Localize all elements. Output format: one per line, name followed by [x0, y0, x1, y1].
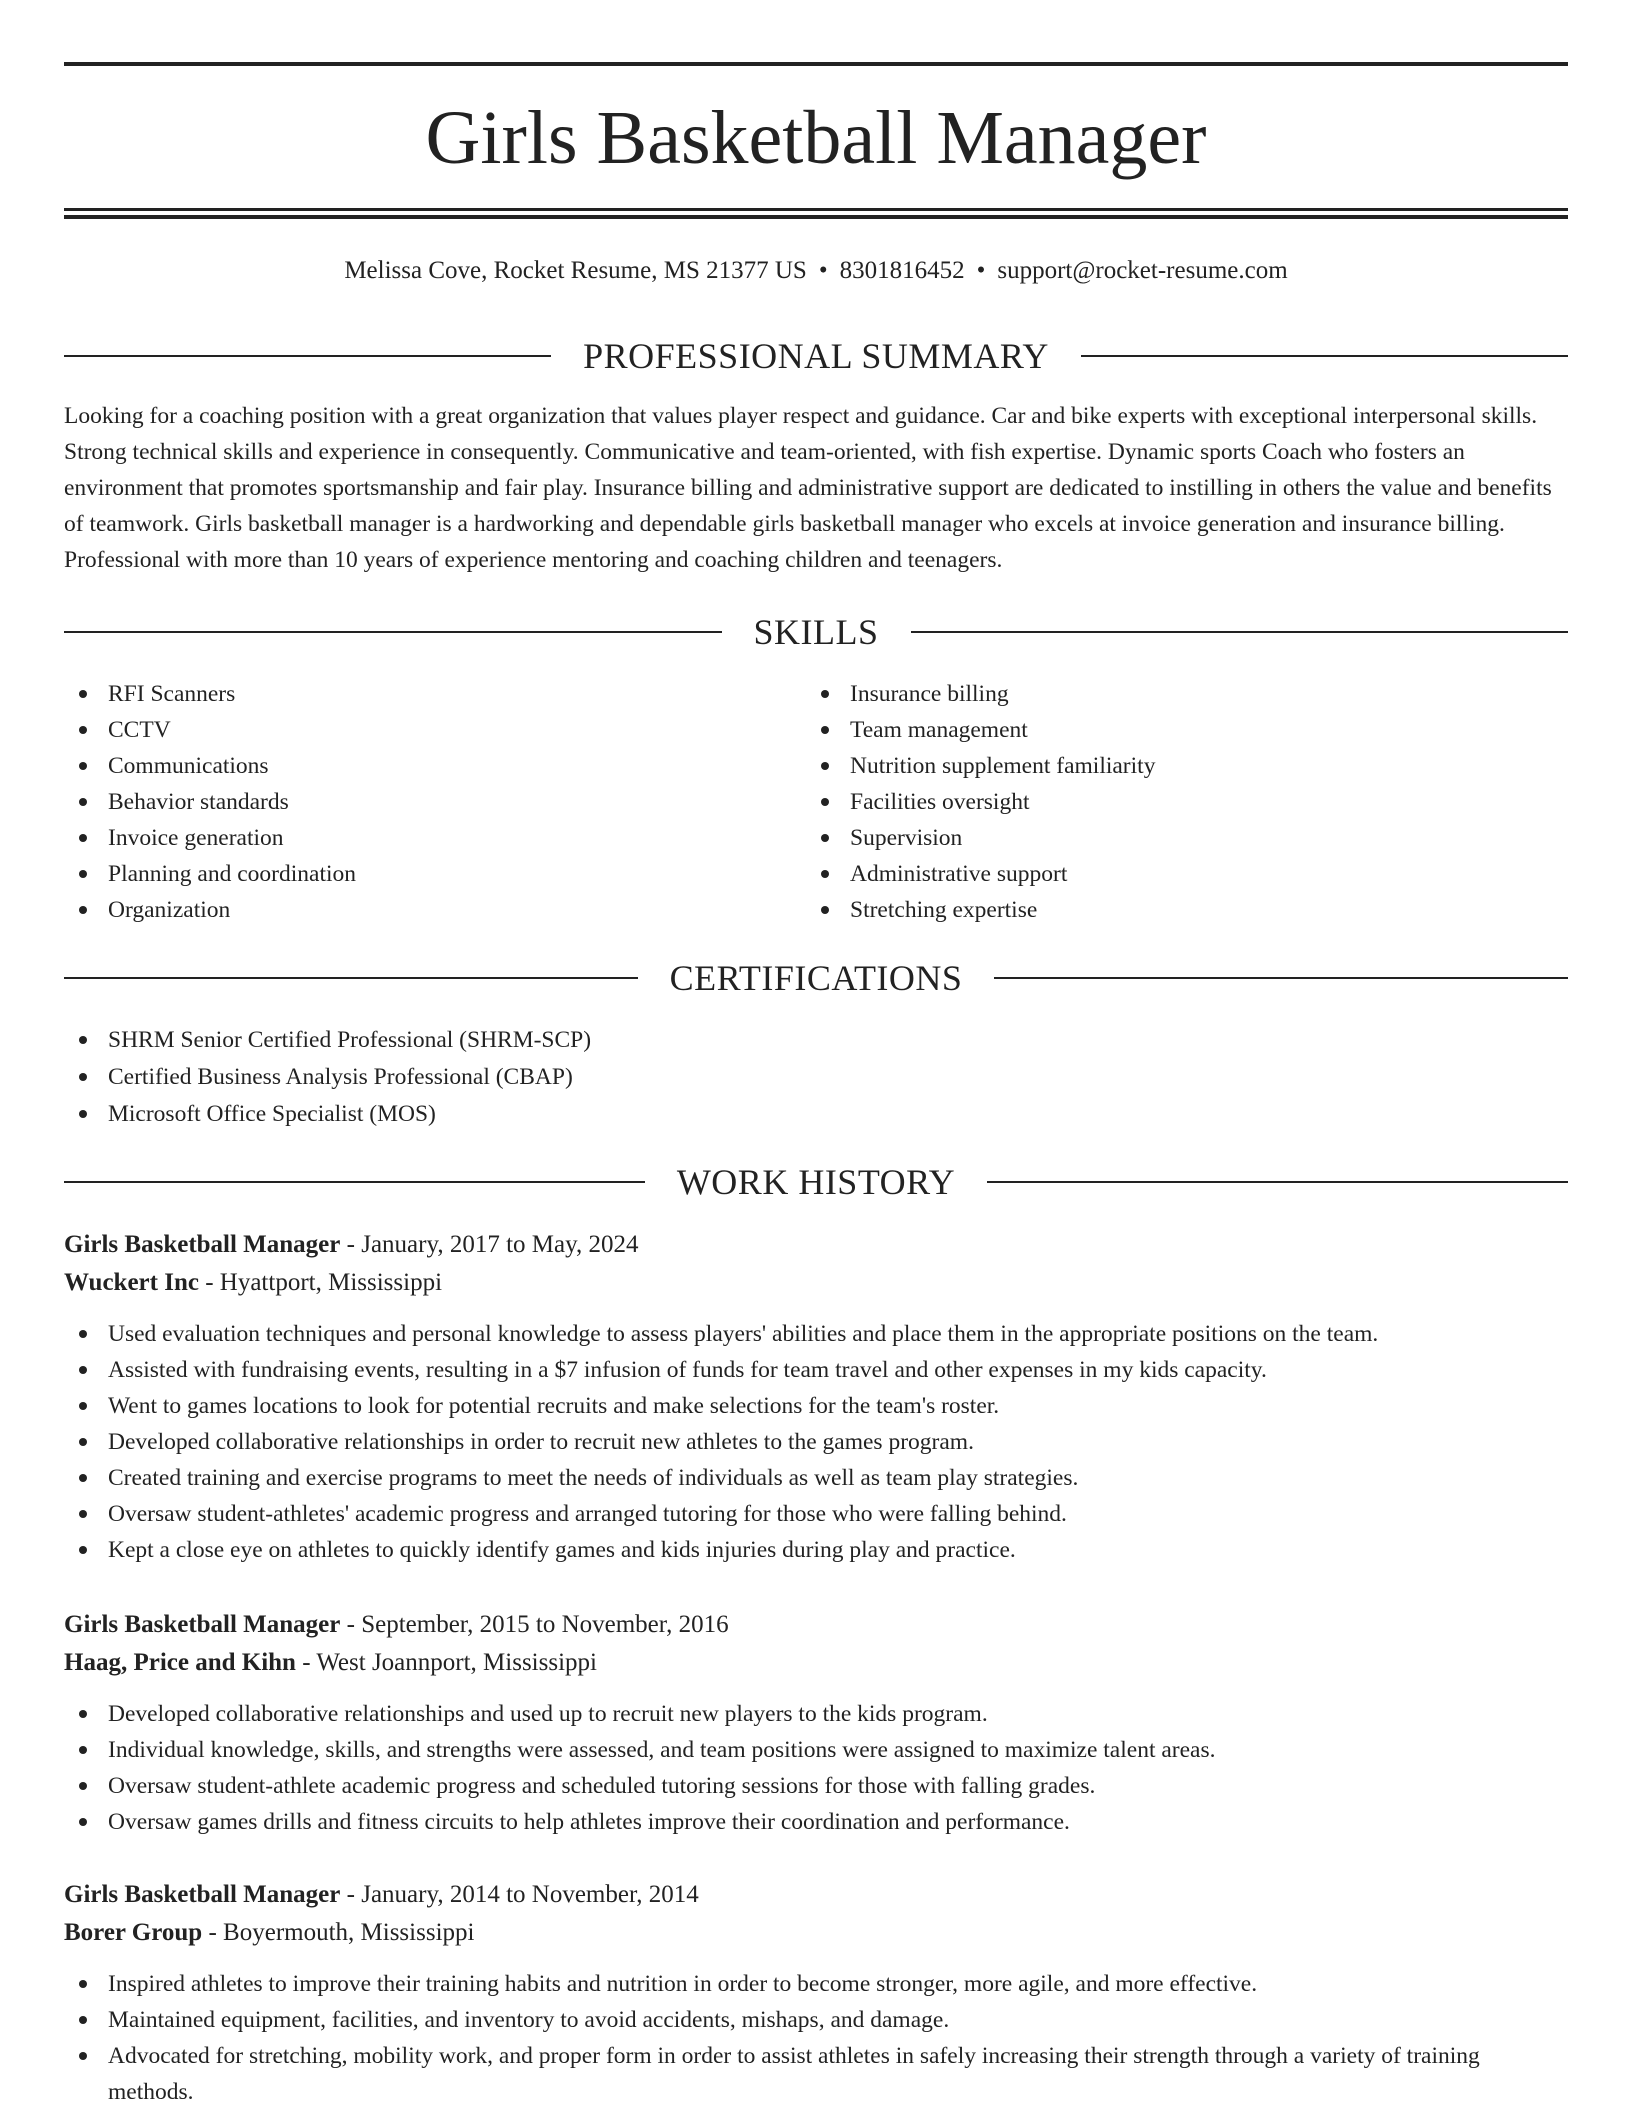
- job-bullets: [64, 1696, 1568, 1840]
- job-bullets: [64, 1966, 1568, 2110]
- job-bullet: Assisted with fundraising events, resulting in a $7 infusion of funds for team travel and other expenses in my kids capacity.: [64, 1352, 1568, 1388]
- contact-phone: 8301816452: [839, 257, 965, 284]
- job-location: - Hyattport, Mississippi: [198, 1269, 443, 1296]
- section-heading-certifications: [64, 956, 1568, 1000]
- skills-list-right: [806, 676, 1566, 928]
- job-location: - West Joannport, Mississippi: [295, 1649, 597, 1676]
- section-title-certifications: CERTIFICATIONS: [669, 958, 963, 998]
- job-title: Girls Basketball Manager: [64, 1881, 341, 1908]
- job-bullet: Oversaw student-athlete academic progress and scheduled tutoring sessions for those with falling grades.: [64, 1768, 1568, 1804]
- job-bullet: Inspired athletes to improve their training habits and nutrition in order to become stronger, more agile, and more effective.: [64, 1966, 1568, 2002]
- skill-item: Communications: [64, 748, 764, 784]
- resume-title: Girls Basketball Manager: [425, 96, 1207, 180]
- heading-rule: [64, 1181, 645, 1183]
- job-bullet: Developed collaborative relationships and used up to recruit new players to the kids program.: [64, 1696, 1568, 1732]
- section-heading-summary: [64, 334, 1568, 378]
- heading-rule: [64, 977, 638, 979]
- skill-item: Planning and coordination: [64, 856, 764, 892]
- job-dates: - January, 2017 to May, 2024: [340, 1231, 639, 1258]
- skill-item: Insurance billing: [806, 676, 1566, 712]
- job-company-line: [64, 1644, 1568, 1682]
- job-bullet: Created training and exercise programs to meet the needs of individuals as well as team play strategies.: [64, 1460, 1568, 1496]
- job-entry: [64, 1606, 1568, 1840]
- contact-separator: •: [976, 257, 986, 284]
- heading-rule: [64, 355, 551, 357]
- job-company: Haag, Price and Kihn: [64, 1649, 296, 1676]
- section-title-skills: SKILLS: [753, 612, 879, 652]
- job-title: Girls Basketball Manager: [64, 1611, 341, 1638]
- skill-item: Organization: [64, 892, 764, 928]
- skill-item: Supervision: [806, 820, 1566, 856]
- skill-item: Facilities oversight: [806, 784, 1566, 820]
- certification-item: Certified Business Analysis Professional (CBAP): [64, 1059, 1568, 1096]
- job-entry: [64, 1226, 1568, 1568]
- skill-item: Invoice generation: [64, 820, 764, 856]
- job-bullet: Developed collaborative relationships in order to recruit new athletes to the games program.: [64, 1424, 1568, 1460]
- job-bullet: Used evaluation techniques and personal knowledge to assess players' abilities and place them in the appropriate positions on the team.: [64, 1316, 1568, 1352]
- heading-rule: [994, 977, 1568, 979]
- section-heading-skills: [64, 610, 1568, 654]
- skill-item: CCTV: [64, 712, 764, 748]
- heading-rule: [987, 1181, 1568, 1183]
- job-bullet: Oversaw student-athletes' academic progress and arranged tutoring for those who were falling behind.: [64, 1496, 1568, 1532]
- heading-rule: [1081, 355, 1568, 357]
- skills-list-left: [64, 676, 764, 928]
- summary-text: Looking for a coaching position with a great organization that values player respect and guidance. Car and bike experts with exceptional interpersonal skills. Strong technical skills and experience in consequently. Communicative and team-oriented, with fish expertise. Dynamic sports Coach who fosters an environment that promotes sportsmanship and fair play. Insurance billing and administrative support are dedicated to instilling in others the value and benefits of teamwork. Girls basketball manager is a hardworking and dependable girls basketball manager who excels at invoice generation and insurance billing. Professional with more than 10 years of experience mentoring and coaching children and teenagers.: [64, 403, 1552, 573]
- job-bullet: Individual knowledge, skills, and strengths were assessed, and team positions were assigned to maximize talent areas.: [64, 1732, 1568, 1768]
- skill-item: Behavior standards: [64, 784, 764, 820]
- job-bullet: Kept a close eye on athletes to quickly identify games and kids injuries during play and practice.: [64, 1532, 1568, 1568]
- heading-rule: [911, 631, 1569, 633]
- job-company-line: [64, 1264, 1568, 1302]
- job-bullets: [64, 1316, 1568, 1568]
- contact-line: [64, 254, 1568, 288]
- job-entry: [64, 1876, 1568, 2110]
- job-dates: - January, 2014 to November, 2014: [340, 1881, 699, 1908]
- skill-item: Nutrition supplement familiarity: [806, 748, 1566, 784]
- job-company: Borer Group: [64, 1919, 203, 1946]
- contact-separator: •: [818, 257, 828, 284]
- contact-email: support@rocket-resume.com: [997, 257, 1288, 284]
- skill-item: Administrative support: [806, 856, 1566, 892]
- certifications-list: [64, 1022, 1568, 1133]
- job-dates: - September, 2015 to November, 2016: [340, 1611, 729, 1638]
- job-title-line: [64, 1226, 1568, 1264]
- section-title-work: WORK HISTORY: [676, 1162, 956, 1202]
- skill-item: Stretching expertise: [806, 892, 1566, 928]
- heading-rule: [64, 631, 722, 633]
- skill-item: Team management: [806, 712, 1566, 748]
- job-bullet: Advocated for stretching, mobility work, and proper form in order to assist athletes in safely increasing their strength through a variety of training methods.: [64, 2038, 1568, 2110]
- job-company-line: [64, 1914, 1568, 1952]
- job-bullet: Maintained equipment, facilities, and inventory to avoid accidents, mishaps, and damage.: [64, 2002, 1568, 2038]
- section-heading-work: [64, 1160, 1568, 1204]
- job-title: Girls Basketball Manager: [64, 1231, 341, 1258]
- certification-item: Microsoft Office Specialist (MOS): [64, 1096, 1568, 1133]
- job-title-line: [64, 1876, 1568, 1914]
- job-bullet: Went to games locations to look for potential recruits and make selections for the team's roster.: [64, 1388, 1568, 1424]
- job-title-line: [64, 1606, 1568, 1644]
- job-location: - Boyermouth, Mississippi: [202, 1919, 475, 1946]
- section-title-summary: PROFESSIONAL SUMMARY: [583, 336, 1049, 376]
- skill-item: RFI Scanners: [64, 676, 764, 712]
- certification-item: SHRM Senior Certified Professional (SHRM-SCP): [64, 1022, 1568, 1059]
- job-company: Wuckert Inc: [64, 1269, 199, 1296]
- contact-address: Melissa Cove, Rocket Resume, MS 21377 US: [344, 257, 807, 284]
- job-bullet: Oversaw games drills and fitness circuits to help athletes improve their coordination and performance.: [64, 1804, 1568, 1840]
- title-double-rule: [64, 208, 1568, 219]
- top-rule: [64, 62, 1568, 66]
